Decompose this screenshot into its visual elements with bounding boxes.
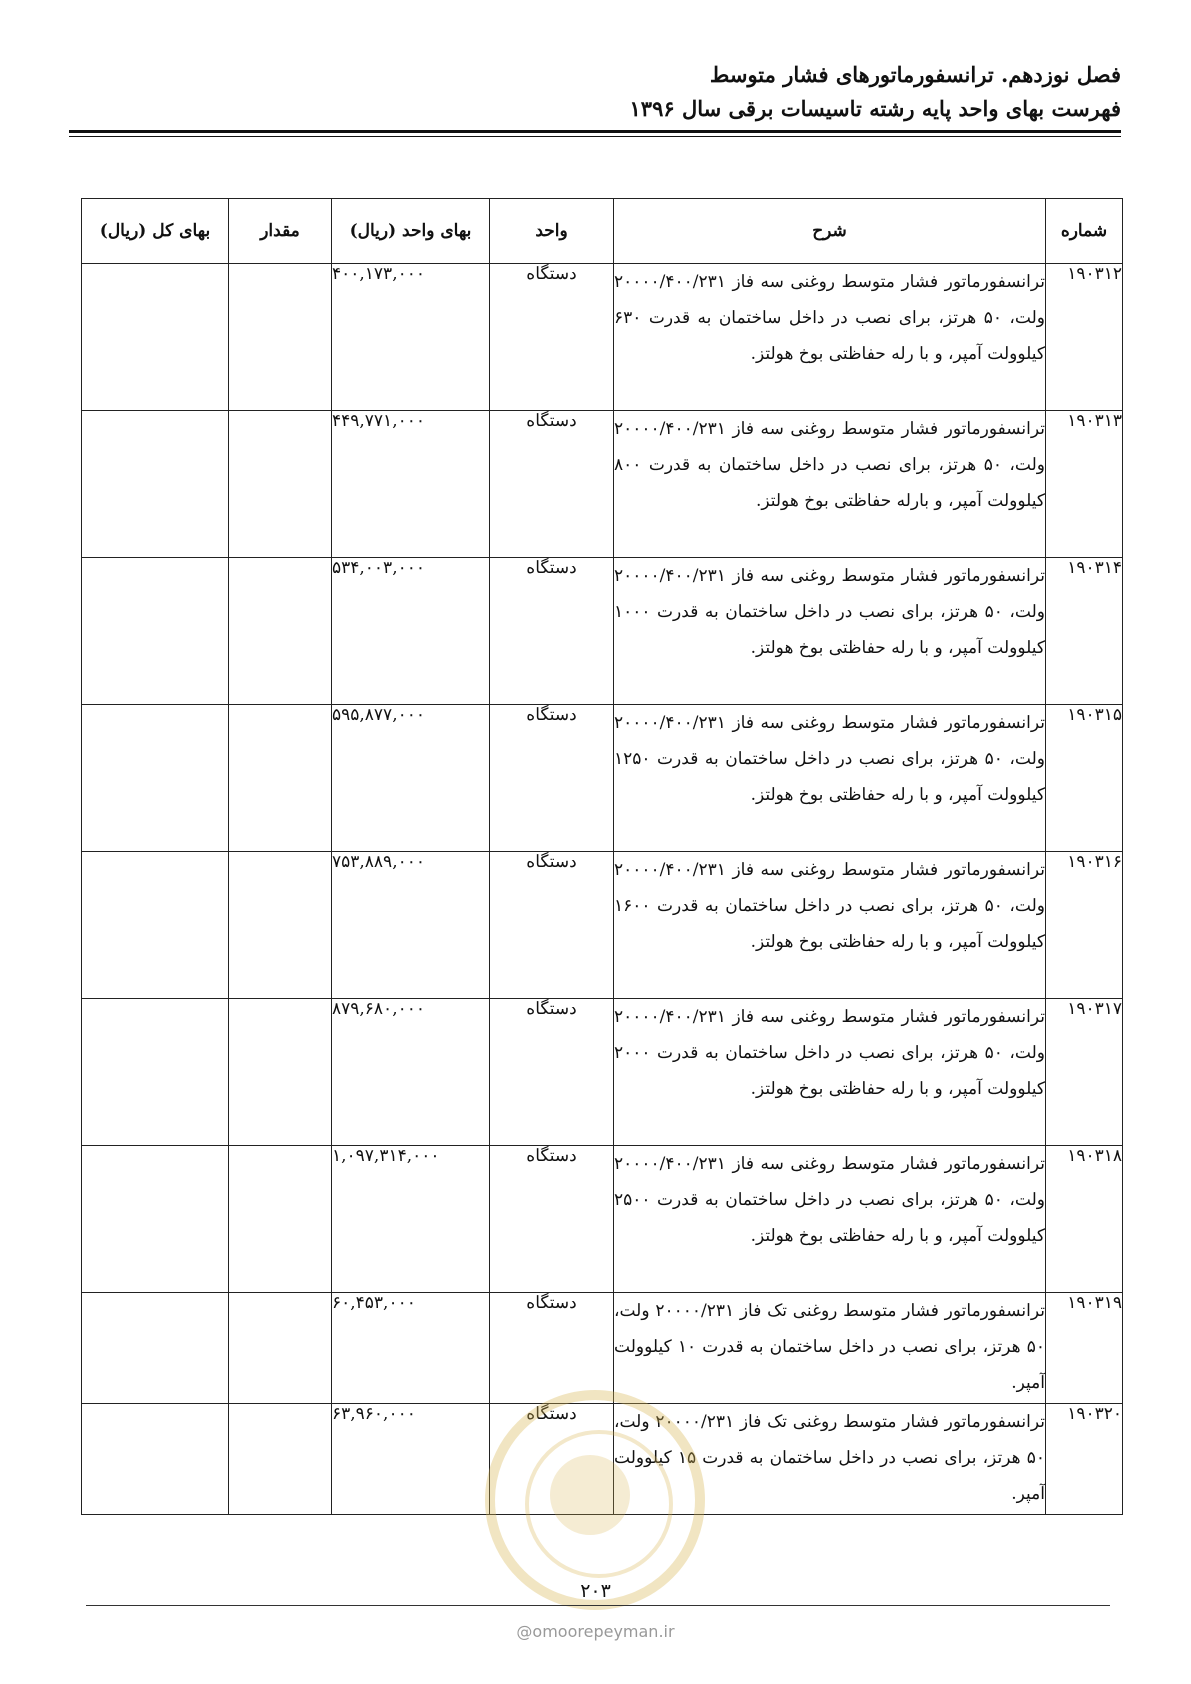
site-watermark-text: @omoorepeyman.ir — [516, 1622, 675, 1641]
item-total — [82, 705, 229, 852]
table-row — [82, 1404, 1123, 1515]
table-row — [82, 705, 1123, 852]
item-unit-price: ۴۴۹,۷۷۱,۰۰۰ — [332, 411, 490, 558]
item-unit: دستگاه — [490, 1293, 614, 1404]
table-row — [82, 852, 1123, 999]
footer-rule — [86, 1605, 1110, 1606]
page-number: ۲۰۳ — [580, 1580, 611, 1602]
item-unit-price: ۶۰,۴۵۳,۰۰۰ — [332, 1293, 490, 1404]
item-qty — [229, 264, 332, 411]
item-number: ۱۹۰۳۱۲ — [1046, 264, 1123, 411]
item-total — [82, 411, 229, 558]
header-num: شماره — [1046, 199, 1123, 264]
item-qty — [229, 411, 332, 558]
item-unit-price: ۱,۰۹۷,۳۱۴,۰۰۰ — [332, 1146, 490, 1293]
table-row — [82, 558, 1123, 705]
item-unit: دستگاه — [490, 852, 614, 999]
item-qty — [229, 558, 332, 705]
item-qty — [229, 1404, 332, 1515]
item-description: ترانسفورماتور فشار متوسط روغنی سه فاز ۲۰۰۰۰/۴۰۰/۲۳۱ ولت، ۵۰ هرتز، برای نصب در داخل ساختمان به قدرت ۲۵۰۰ کیلوولت آمپر، و با رله حفاظتی بوخ هولتز. — [614, 1146, 1046, 1293]
price-table — [81, 198, 1123, 1515]
item-unit: دستگاه — [490, 264, 614, 411]
item-qty — [229, 705, 332, 852]
item-number: ۱۹۰۳۱۳ — [1046, 411, 1123, 558]
item-description: ترانسفورماتور فشار متوسط روغنی تک فاز ۲۰۰۰۰/۲۳۱ ولت، ۵۰ هرتز، برای نصب در داخل ساختمان به قدرت ۱۵ کیلوولت آمپر. — [614, 1404, 1046, 1515]
item-total — [82, 852, 229, 999]
table-header-row — [82, 199, 1123, 264]
item-total — [82, 1293, 229, 1404]
table-row — [82, 1146, 1123, 1293]
chapter-title: فصل نوزدهم. ترانسفورماتورهای فشار متوسط — [709, 62, 1121, 87]
item-unit-price: ۶۳,۹۶۰,۰۰۰ — [332, 1404, 490, 1515]
header-rule-thin — [69, 136, 1121, 137]
item-unit-price: ۸۷۹,۶۸۰,۰۰۰ — [332, 999, 490, 1146]
item-unit: دستگاه — [490, 999, 614, 1146]
item-description: ترانسفورماتور فشار متوسط روغنی تک فاز ۲۰۰۰۰/۲۳۱ ولت، ۵۰ هرتز، برای نصب در داخل ساختمان به قدرت ۱۰ کیلوولت آمپر. — [614, 1293, 1046, 1404]
item-qty — [229, 1293, 332, 1404]
table-row — [82, 264, 1123, 411]
item-unit-price: ۷۵۳,۸۸۹,۰۰۰ — [332, 852, 490, 999]
page-header — [69, 58, 1121, 126]
header-qty: مقدار — [229, 199, 332, 264]
item-unit: دستگاه — [490, 411, 614, 558]
item-description: ترانسفورماتور فشار متوسط روغنی سه فاز ۲۰۰۰۰/۴۰۰/۲۳۱ ولت، ۵۰ هرتز، برای نصب در داخل ساختمان به قدرت ۸۰۰ کیلوولت آمپر، و بارله حفاظتی بوخ هولتز. — [614, 411, 1046, 558]
header-total: بهای کل (ریال) — [82, 199, 229, 264]
item-number: ۱۹۰۳۱۵ — [1046, 705, 1123, 852]
item-total — [82, 999, 229, 1146]
header-desc: شرح — [614, 199, 1046, 264]
table-row — [82, 411, 1123, 558]
item-total — [82, 1404, 229, 1515]
item-number: ۱۹۰۳۱۷ — [1046, 999, 1123, 1146]
table-row — [82, 1293, 1123, 1404]
item-total — [82, 264, 229, 411]
item-description: ترانسفورماتور فشار متوسط روغنی سه فاز ۲۰۰۰۰/۴۰۰/۲۳۱ ولت، ۵۰ هرتز، برای نصب در داخل ساختمان به قدرت ۲۰۰۰ کیلوولت آمپر، و با رله حفاظتی بوخ هولتز. — [614, 999, 1046, 1146]
item-unit-price: ۵۹۵,۸۷۷,۰۰۰ — [332, 705, 490, 852]
item-unit: دستگاه — [490, 705, 614, 852]
item-description: ترانسفورماتور فشار متوسط روغنی سه فاز ۲۰۰۰۰/۴۰۰/۲۳۱ ولت، ۵۰ هرتز، برای نصب در داخل ساختمان به قدرت ۶۳۰ کیلوولت آمپر، و با رله حفاظتی بوخ هولتز. — [614, 264, 1046, 411]
item-qty — [229, 1146, 332, 1293]
item-number: ۱۹۰۳۱۴ — [1046, 558, 1123, 705]
item-description: ترانسفورماتور فشار متوسط روغنی سه فاز ۲۰۰۰۰/۴۰۰/۲۳۱ ولت، ۵۰ هرتز، برای نصب در داخل ساختمان به قدرت ۱۲۵۰ کیلوولت آمپر، و با رله حفاظتی بوخ هولتز. — [614, 705, 1046, 852]
item-unit: دستگاه — [490, 558, 614, 705]
item-number: ۱۹۰۳۲۰ — [1046, 1404, 1123, 1515]
item-description: ترانسفورماتور فشار متوسط روغنی سه فاز ۲۰۰۰۰/۴۰۰/۲۳۱ ولت، ۵۰ هرتز، برای نصب در داخل ساختمان به قدرت ۱۰۰۰ کیلوولت آمپر، و با رله حفاظتی بوخ هولتز. — [614, 558, 1046, 705]
table-row — [82, 999, 1123, 1146]
item-total — [82, 558, 229, 705]
header-rule-thick — [69, 130, 1121, 133]
item-unit: دستگاه — [490, 1146, 614, 1293]
item-total — [82, 1146, 229, 1293]
document-title: فهرست بهای واحد پایه رشته تاسیسات برقی سال ۱۳۹۶ — [629, 96, 1121, 121]
item-unit-price: ۵۳۴,۰۰۳,۰۰۰ — [332, 558, 490, 705]
item-qty — [229, 852, 332, 999]
header-unit: واحد — [490, 199, 614, 264]
item-number: ۱۹۰۳۱۸ — [1046, 1146, 1123, 1293]
item-number: ۱۹۰۳۱۹ — [1046, 1293, 1123, 1404]
item-qty — [229, 999, 332, 1146]
item-number: ۱۹۰۳۱۶ — [1046, 852, 1123, 999]
header-unit-price: بهای واحد (ریال) — [332, 199, 490, 264]
item-description: ترانسفورماتور فشار متوسط روغنی سه فاز ۲۰۰۰۰/۴۰۰/۲۳۱ ولت، ۵۰ هرتز، برای نصب در داخل ساختمان به قدرت ۱۶۰۰ کیلوولت آمپر، و با رله حفاظتی بوخ هولتز. — [614, 852, 1046, 999]
item-unit: دستگاه — [490, 1404, 614, 1515]
item-unit-price: ۴۰۰,۱۷۳,۰۰۰ — [332, 264, 490, 411]
